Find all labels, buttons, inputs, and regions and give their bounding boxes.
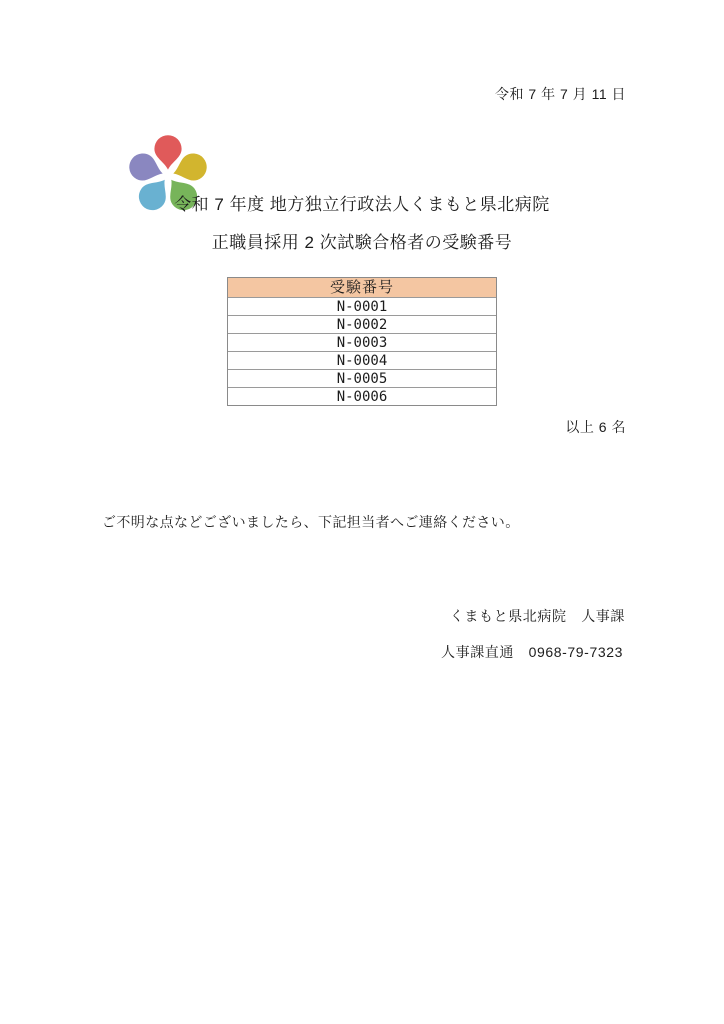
- table-row: N-0006: [228, 387, 496, 405]
- signature-phone: 人事課直通 0968-79-7323: [441, 644, 623, 660]
- petal-top-icon: [154, 135, 181, 169]
- signature-department: くまもと県北病院 人事課: [449, 608, 625, 624]
- table-header-cell: 受験番号: [228, 278, 496, 297]
- table-row: N-0005: [228, 369, 496, 387]
- table-row: N-0001: [228, 297, 496, 315]
- table-row: N-0004: [228, 351, 496, 369]
- table-row: N-0003: [228, 333, 496, 351]
- page-title-line2: 正職員採用 2 次試験合格者の受験番号: [211, 233, 513, 252]
- document-date: 令和 7 年 7 月 11 日: [495, 86, 626, 102]
- table-row: N-0002: [228, 315, 496, 333]
- contact-instruction: ご不明な点などございましたら、下記担当者へご連絡ください。: [102, 514, 520, 530]
- hospital-flower-logo: [128, 96, 208, 176]
- total-count-note: 以上 6 名: [565, 419, 626, 435]
- page-title-line1: 令和 7 年度 地方独立行政法人くまもと県北病院: [174, 195, 550, 214]
- examinee-number-table: [227, 277, 497, 406]
